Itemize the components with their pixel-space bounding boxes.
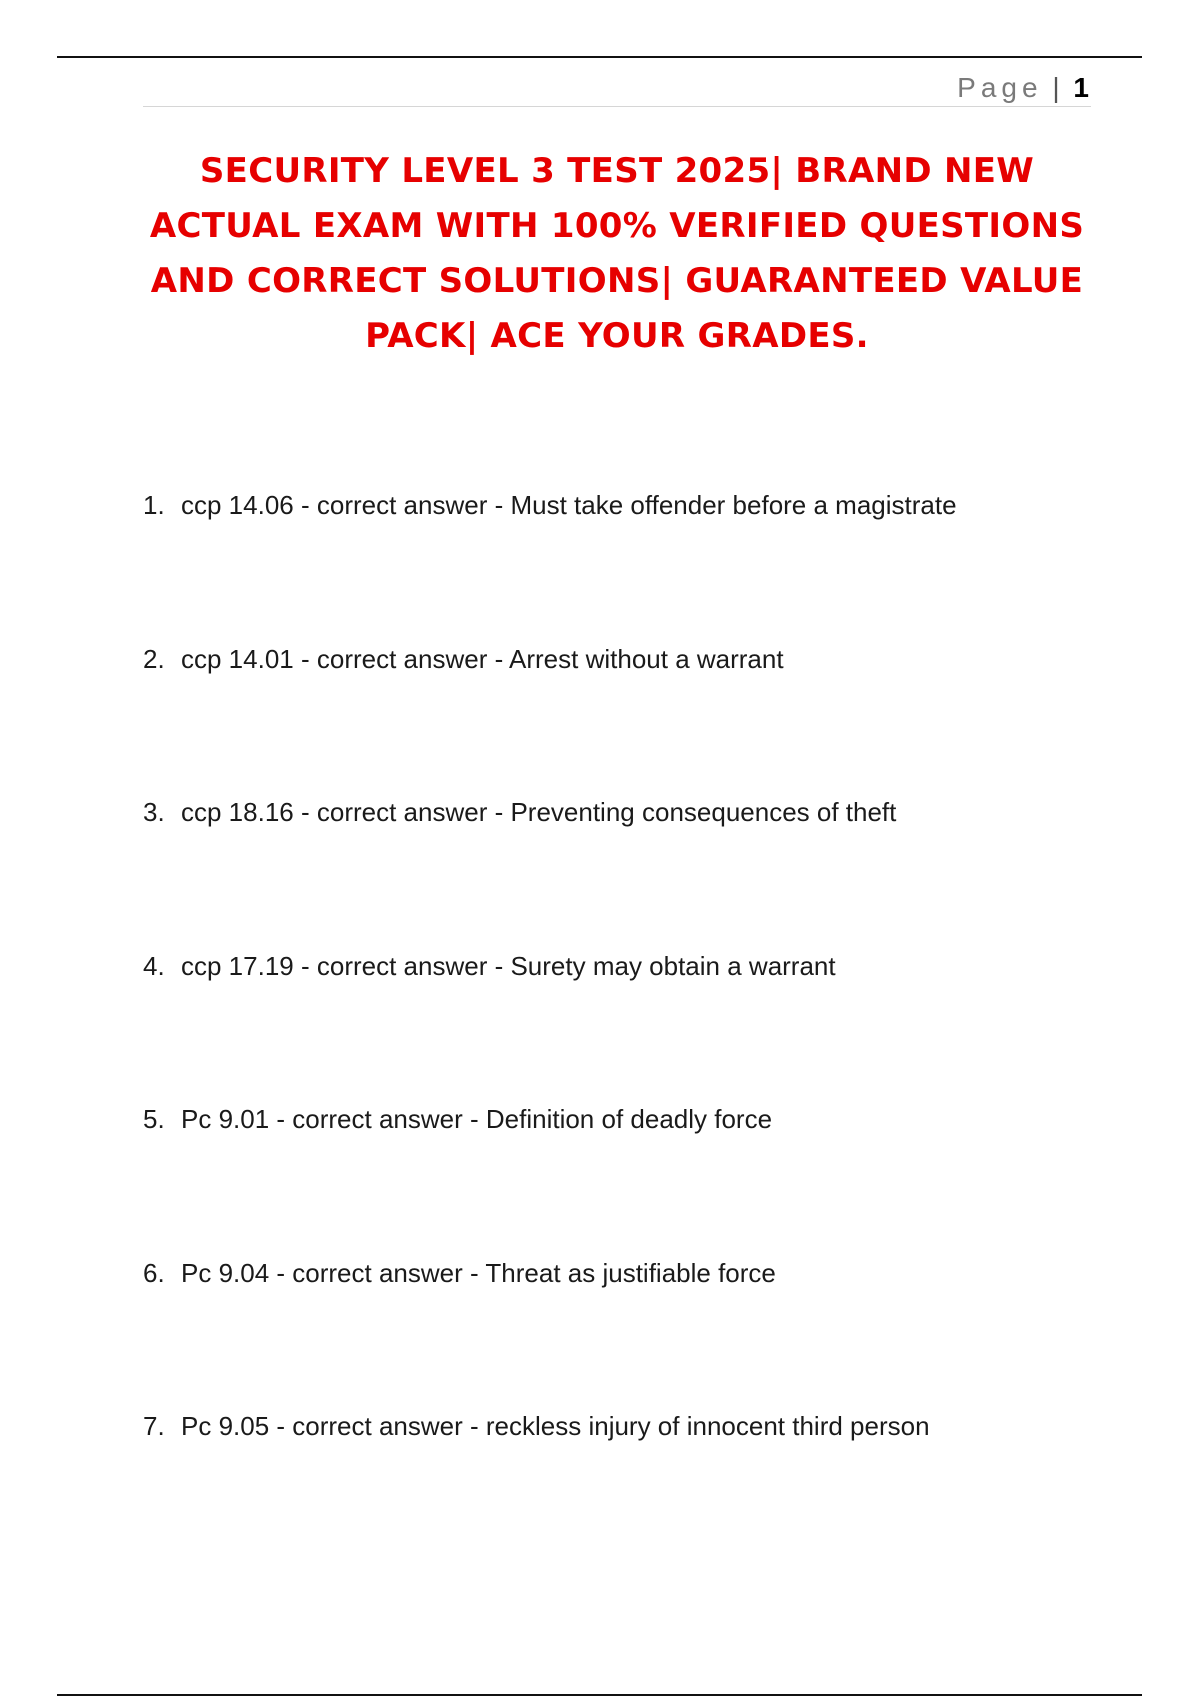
- qa-list: [143, 485, 1123, 1560]
- page-number-label: [957, 72, 1089, 104]
- page-word: Page: [957, 72, 1043, 103]
- qa-item: [143, 485, 1123, 639]
- qa-item-text: Pc 9.05 - correct answer - reckless injury of innocent third person: [181, 1411, 930, 1441]
- qa-item-text: ccp 18.16 - correct answer - Preventing consequences of theft: [181, 797, 897, 827]
- document-title: SECURITY LEVEL 3 TEST 2025| BRAND NEW ACTUAL EXAM WITH 100% VERIFIED QUESTIONS AND CORRECT SOLUTIONS| GUARANTEED VALUE PACK| ACE YOUR GRADES.: [149, 151, 1085, 356]
- qa-item-number: 5.: [143, 1104, 165, 1134]
- qa-item-text: ccp 14.01 - correct answer - Arrest without a warrant: [181, 643, 784, 674]
- qa-item-number: 7.: [143, 1411, 165, 1441]
- qa-item-text: ccp 17.19 - correct answer - Surety may obtain a warrant: [181, 950, 836, 981]
- qa-item: [143, 792, 1123, 946]
- qa-item: [143, 1099, 1123, 1253]
- qa-item-number: 1.: [143, 490, 165, 520]
- qa-item-number: 4.: [143, 950, 165, 981]
- top-rule: [57, 56, 1142, 58]
- page-number: 1: [1073, 72, 1089, 103]
- qa-item: [143, 946, 1123, 1100]
- qa-item: [143, 1253, 1123, 1407]
- qa-item-number: 2.: [143, 643, 165, 674]
- qa-item-text: Pc 9.04 - correct answer - Threat as justifiable force: [181, 1257, 776, 1288]
- qa-item-number: 3.: [143, 797, 165, 827]
- page-separator: |: [1052, 72, 1060, 103]
- bottom-rule: [57, 1694, 1142, 1696]
- qa-item-text: Pc 9.01 - correct answer - Definition of deadly force: [181, 1104, 773, 1134]
- qa-item-number: 6.: [143, 1257, 165, 1288]
- page-header: [143, 70, 1091, 107]
- qa-item-text: ccp 14.06 - correct answer - Must take offender before a magistrate: [181, 490, 957, 520]
- qa-item: [143, 639, 1123, 793]
- qa-item: [143, 1406, 1123, 1560]
